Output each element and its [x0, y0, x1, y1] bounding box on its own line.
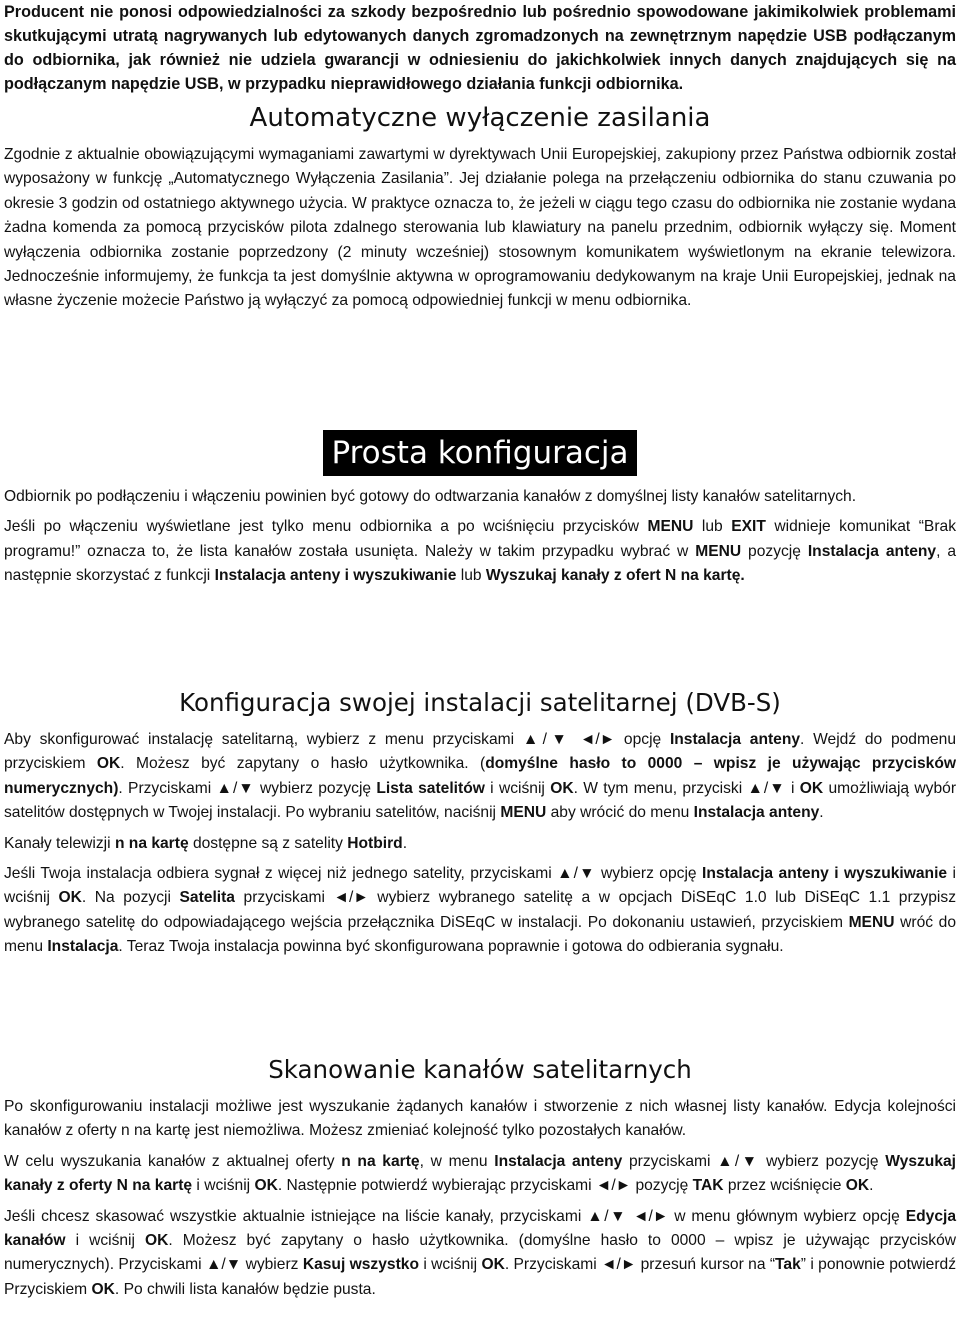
simple-config-paragraph-1: Odbiornik po podłączeniu i włączeniu powinien być gotowy do odtwarzania kanałów z domyślnej listy kanałów satelitarnych.	[4, 488, 857, 505]
section-title-auto-power-off: Automatyczne wyłączenie zasilania	[249, 103, 711, 133]
section-title-simple-config-wrap	[4, 430, 956, 476]
auto-power-off-paragraph: Zgodnie z aktualnie obowiązującymi wymaganiami zawartymi w dyrektywach Unii Europejskiej, zakupiony przez Państwa odbiornik został wyposażony w funkcję „Automatycznego Wyłączenia Zasilania”. Jej działanie polega na przełączeniu odbiornika do stanu czuwania po okresie 3 godzin od ostatniego aktywnego użycia. W praktyce oznacza to, że jeżeli w ciągu tego czasu do odbiornika nie zostanie wydana żadna komenda za pomocą przycisków pilota zdalnego sterowania lub klawiatury na panelu przednim, odbiornik wyłączy się. Moment wyłączenia odbiornika zostanie poprzedzony (2 minuty wcześniej) stosownym komunikatem wyświetlonym na ekranie telewizora. Jednocześnie informujemy, że funkcja ta jest domyślnie aktywna w oprogramowaniu dedykowanym na kraje Unii Europejskiej, jednak na własne życzenie możecie Państwo ją wyłączyć za pomocą odpowiedniej funkcji w menu odbiornika.	[4, 146, 956, 310]
scan-paragraph-3: Jeśli chcesz skasować wszystkie aktualnie istniejące na liście kanały, przyciskami ▲/▼ ◄/► w menu głównym wybierz opcję Edycja kanałów i wciśnij OK. Możesz być zapytany o hasło użytkownika. (domyślne hasło to 0000 – wpisz je używając przycisków numerycznych). Przyciskami ▲/▼ wybierz Kasuj wszystko i wciśnij OK. Przyciskami ◄/► przesuń kursor na “Tak” i ponownie potwierdź Przyciskiem OK. Po chwili lista kanałów będzie pusta.	[4, 1207, 956, 1298]
section-channel-scan	[4, 1095, 956, 1302]
simple-config-paragraph-2: Jeśli po włączeniu wyświetlane jest tylko menu odbiornika a po wciśnięciu przycisków MENU lub EXIT widnieje komunikat “Brak programu!” oznacza to, że lista kanałów została usunięta. Należy w takim przypadku wybrać w MENU pozycję Instalacja anteny, a następnie skorzystać z funkcji Instalacja anteny i wyszukiwanie lub Wyszukaj kanały z ofert N na kartę.	[4, 518, 957, 585]
scan-paragraph-2: W celu wyszukania kanałów z aktualnej oferty n na kartę, w menu Instalacja anteny przyciskami ▲/▼ wybierz pozycję Wyszukaj kanały z oferty N na kartę i wciśnij OK. Następnie potwierdź wybierając przyciskami ◄/► pozycję TAK przez wciśnięcie OK.	[4, 1152, 956, 1195]
dvbs-paragraph-3: Jeśli Twoja instalacja odbiera sygnał z więcej niż jednego satelity, przyciskami ▲/▼ wybierz opcję Instalacja anteny i wyszukiwanie i wciśnij OK. Na pozycji Satelita przyciskami ◄/► wybierz wybranego satelitę a w opcjach DiSEqC 1.0 lub DiSEqC 1.1 przypisz wybranego satelitę do odpowiadającego wejścia przełącznika DiSEqC w instalacji. Po dokonaniu ustawień, przyciskiem MENU wróć do menu Instalacja. Teraz Twoja instalacja powinna być skonfigurowana poprawnie i gotowa do odbierania sygnału.	[4, 865, 957, 956]
section-auto-power-off	[4, 143, 956, 314]
liability-notice: Producent nie ponosi odpowiedzialności za szkody bezpośrednio lub pośrednio spowodowane jakimikolwiek problemami skutkującymi utratą nagrywanych lub edytowanych danych zgromadzonych na zewnętrznym napędzie USB podłączanym do odbiornika, jak również nie udziela gwarancji w odniesieniu do jakichkolwiek innych danych znajdujących się na podłączanym napędzie USB, w przypadku nieprawidłowego działania funkcji odbiornika.	[4, 3, 956, 93]
dvbs-paragraph-2: Kanały telewizji n na kartę dostępne są z satelity Hotbird.	[4, 834, 408, 852]
section-simple-config	[4, 485, 956, 589]
dvbs-paragraph-1: Aby skonfigurować instalację satelitarną, wybierz z menu przyciskami ▲/▼ ◄/► opcję Instalacja anteny. Wejdź do podmenu przyciskiem OK. Możesz być zapytany o hasło użytkownika. (domyślne hasło to 0000 – wpisz je używając przycisków numerycznych). Przyciskami ▲/▼ wybierz pozycję Lista satelitów i wciśnij OK. W tym menu, przyciski ▲/▼ i OK umożliwiają wybór satelitów dostępnych w Twojej instalacji. Po wybraniu satelitów, naciśnij MENU aby wrócić do menu Instalacja anteny.	[4, 731, 957, 822]
section-title-channel-scan: Skanowanie kanałów satelitarnych	[268, 1055, 692, 1084]
section-title-dvbs-config: Konfiguracja swojej instalacji satelitarnej (DVB-S)	[179, 688, 781, 717]
scan-paragraph-1: Po skonfigurowaniu instalacji możliwe jest wyszukanie żądanych kanałów i stworzenie z nich własnej listy kanałów. Edycja kolejności kanałów z oferty n na kartę jest niemożliwa. Możesz zmieniać kolejność tylko pozostałych kanałów.	[4, 1098, 956, 1140]
section-title-simple-config: Prosta konfiguracja	[323, 430, 636, 476]
section-dvbs-config	[4, 728, 956, 960]
